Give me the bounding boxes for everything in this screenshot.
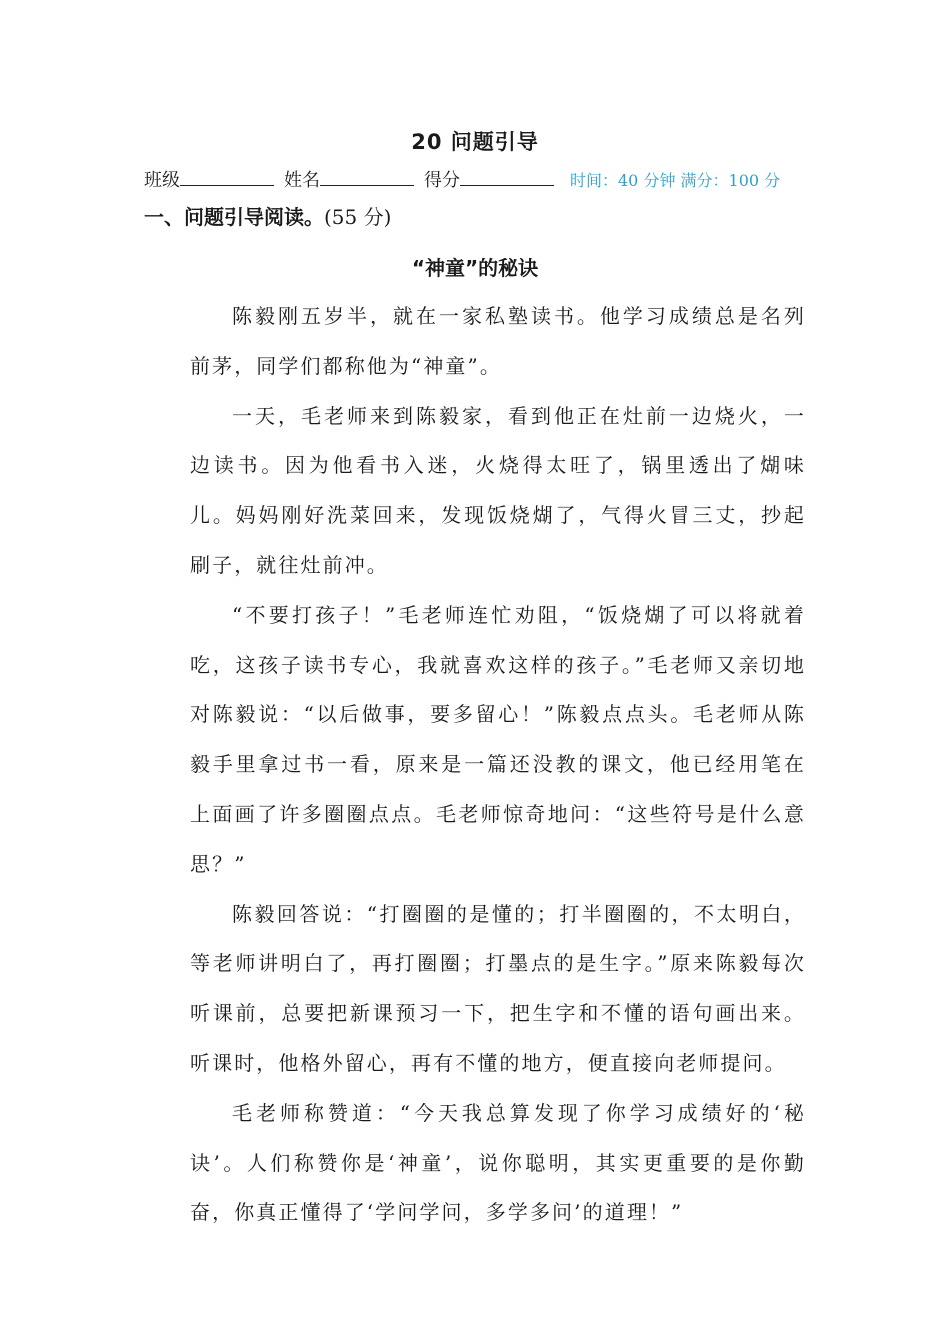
name-label: 姓名 [284, 170, 320, 191]
section-label: 一、问题引导阅读。 [144, 205, 324, 229]
story-paragraph: 一天，毛老师来到陈毅家，看到他正在灶前一边烧火，一边读书。因为他看书入迷，火烧得太旺了，锅里透出了煳味儿。妈妈刚好洗菜回来，发现饭烧煳了，气得火冒三丈，抄起刷子，就往灶前冲。 [190, 403, 806, 577]
class-label: 班级 [144, 170, 180, 191]
class-blank[interactable] [180, 167, 274, 186]
score-label: 得分 [424, 170, 460, 191]
story-body [190, 292, 806, 1238]
story-paragraph: “不要打孩子！”毛老师连忙劝阻，“饭烧煳了可以将就着吃，这孩子读书专心，我就喜欢这样的孩子。”毛老师又亲切地对陈毅说：“以后做事，要多留心！”陈毅点点头。毛老师从陈毅手里拿过书一看，原来是一篇还没教的课文，他已经用笔在上面画了许多圈圈点点。毛老师惊奇地问：“这些符号是什么意思？” [190, 602, 806, 876]
story-paragraph: 毛老师称赞道：“今天我总算发现了你学习成绩好的‘秘诀’。人们称赞你是‘神童’，说你聪明，其实更重要的是你勤奋，你真正懂得了‘学问学问，多学多问’的道理！” [190, 1100, 806, 1225]
story-paragraph: 陈毅回答说：“打圈圈的是懂的；打半圈圈的，不太明白，等老师讲明白了，再打圈圈；打墨点的是生字。”原来陈毅每次听课前，总要把新课预习一下，把生字和不懂的语句画出来。听课时，他格外留心，再有不懂的地方，便直接向老师提问。 [190, 901, 806, 1075]
page-title: 20 问题引导 [411, 130, 539, 154]
time-info: 时间：40 分钟 满分：100 分 [570, 171, 781, 190]
name-blank[interactable] [320, 167, 414, 186]
name-field [284, 166, 414, 192]
student-info-line [144, 166, 814, 192]
story-title: “神童”的秘诀 [411, 256, 539, 280]
section-score: (55 分) [324, 205, 392, 229]
story-paragraph: 陈毅刚五岁半，就在一家私塾读书。他学习成绩总是名列前茅，同学们都称他为“神童”。 [190, 304, 806, 378]
section-heading [144, 201, 391, 230]
score-blank[interactable] [460, 167, 554, 186]
score-field [424, 166, 554, 192]
class-field [144, 166, 274, 192]
